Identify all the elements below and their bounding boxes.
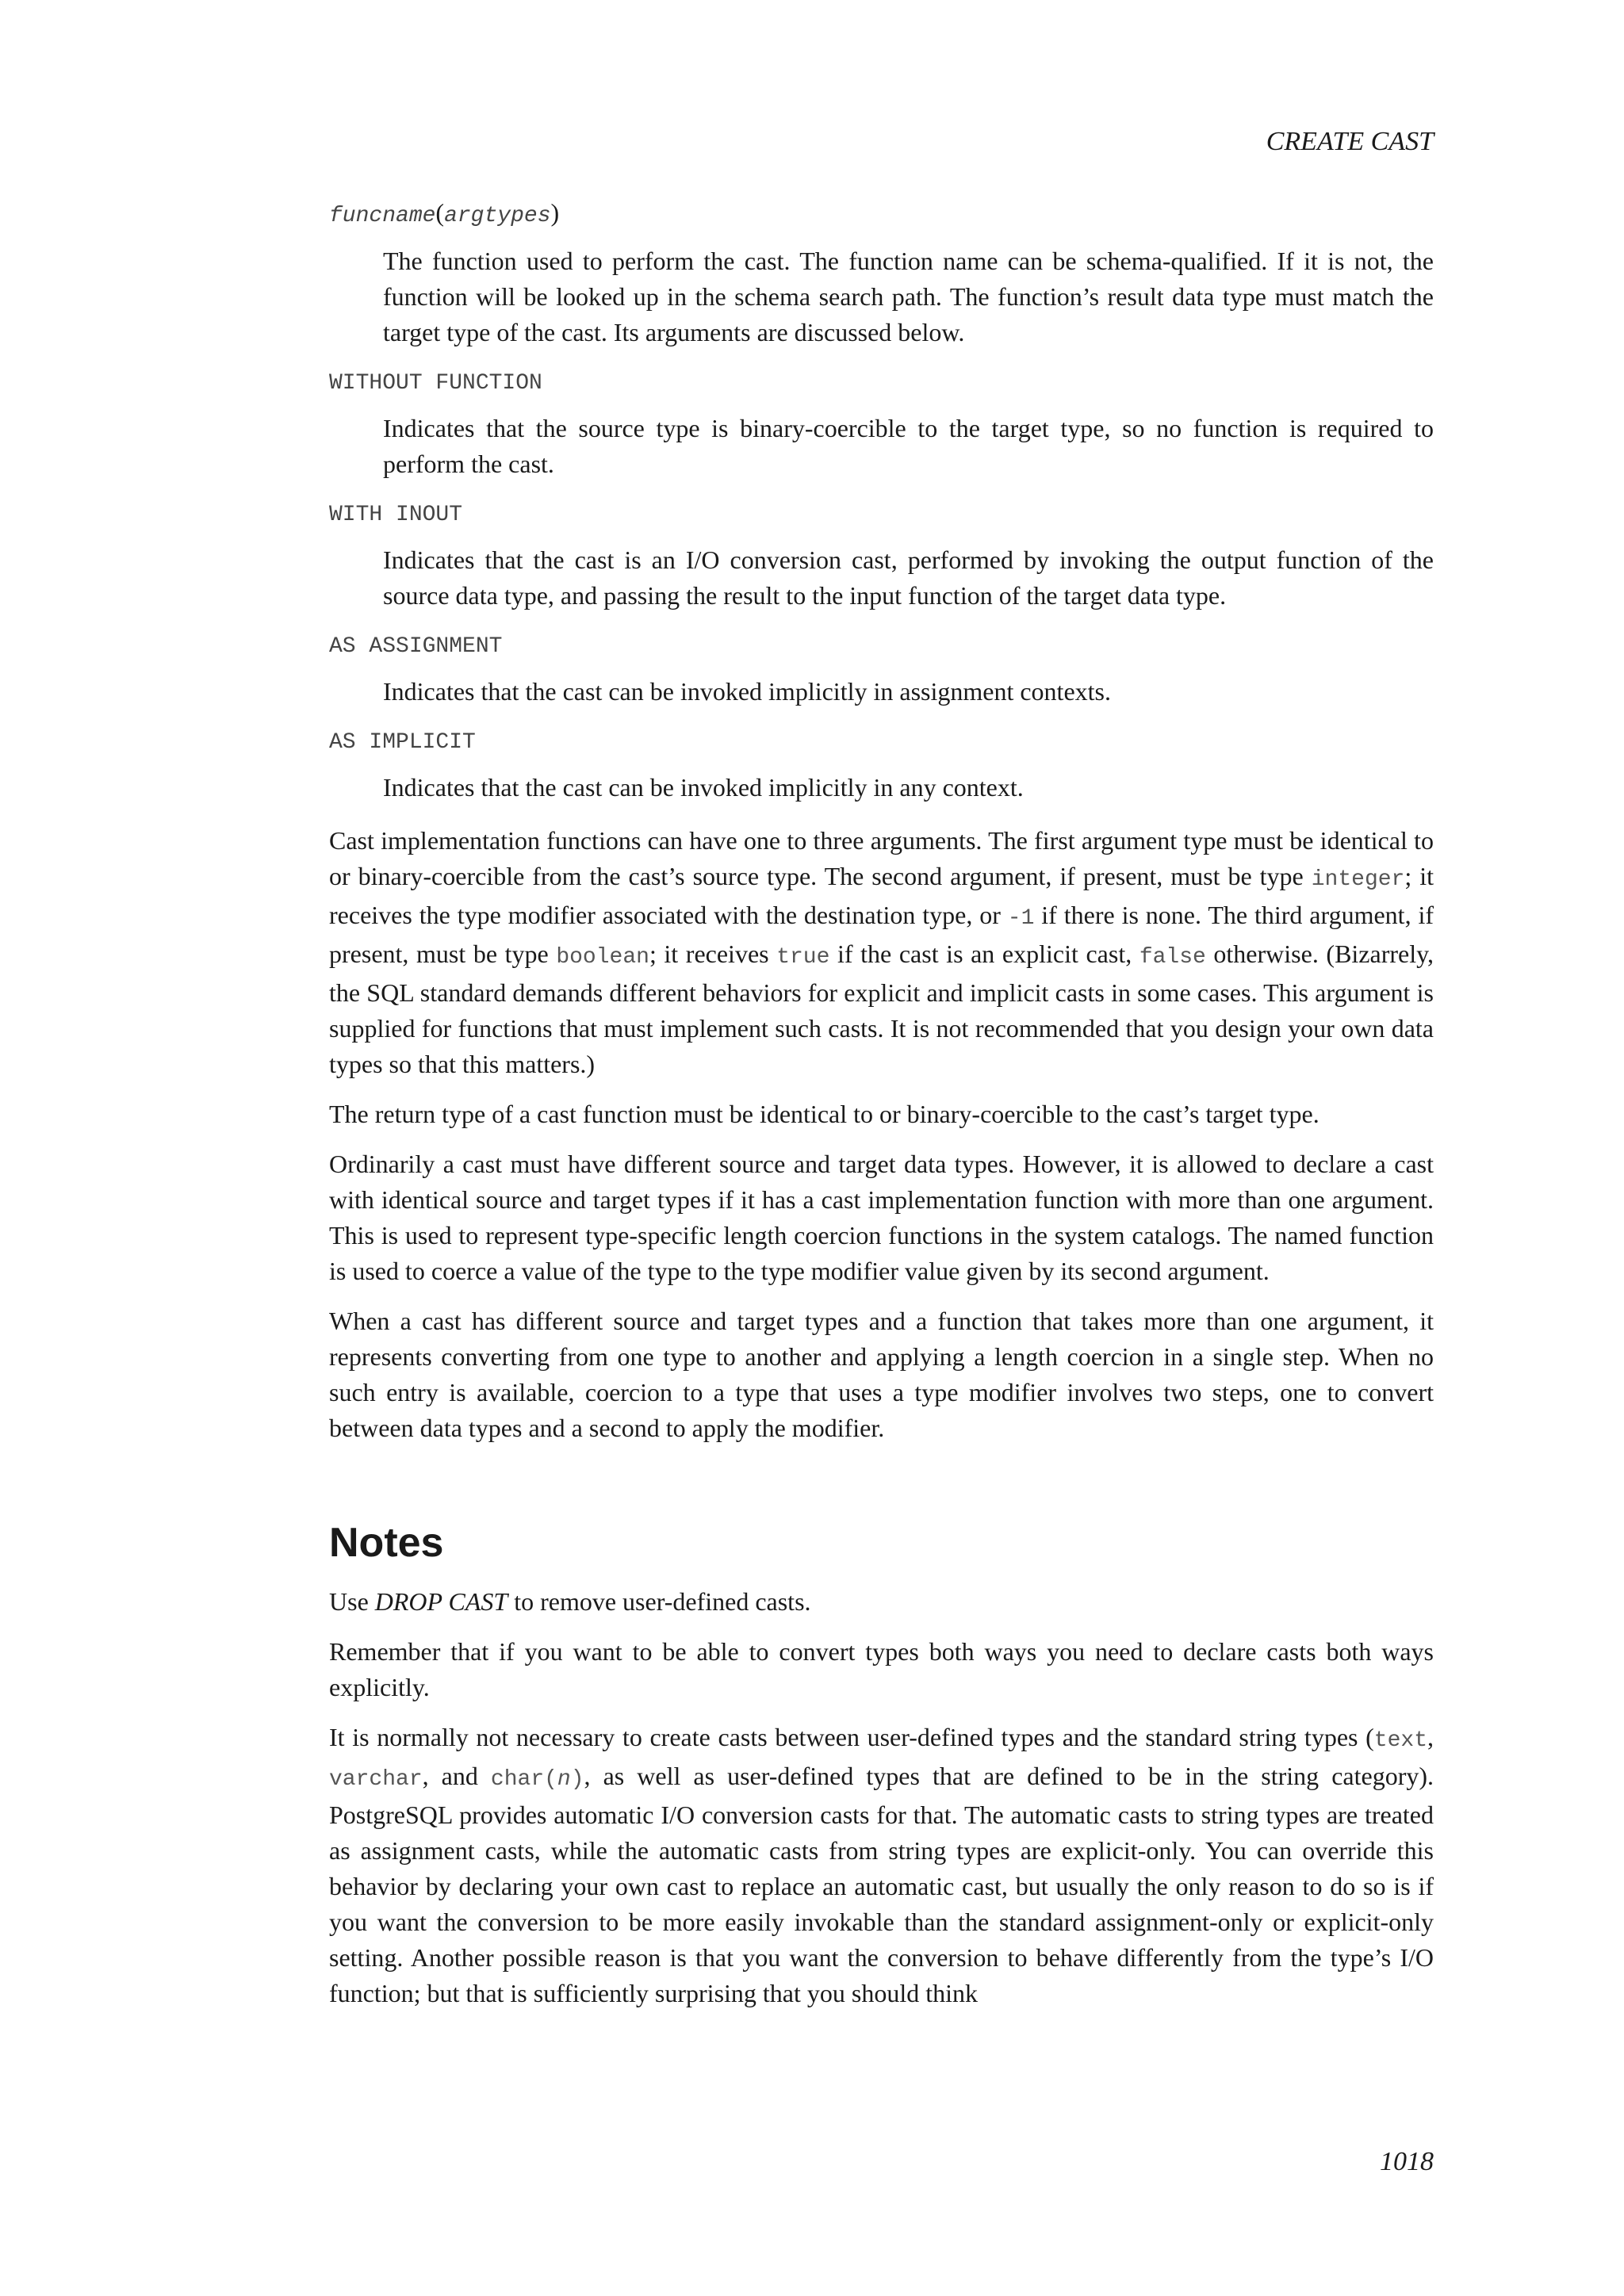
paragraph-return-type: The return type of a cast function must be identical to or binary-coercible to the cast’s target type. [329,1100,1320,1128]
notes-paragraph-string-types: It is normally not necessary to create casts between user-defined types and the standard string types (text, varchar, and char(n), as well as user-defined types that are defined to be in the string category). PostgreSQL provides automatic I/O conversion casts for that. The automatic casts to string types are treated as assignment casts, while the automatic casts from string types are explicit-only. You can override this behavior by declaring your own cast to replace an automatic cast, but usually the only reason to do so is if you want the conversion to be more easily invokable than the standard assignment-only or explicit-only setting. Another possible reason is that you want the conversion to behave differently from the type’s I/O function; but that is sufficiently surprising that you should think [329,1723,1434,2007]
paragraph-ordinarily: Ordinarily a cast must have different source and target data types. However, it is allowed to declare a cast with identical source and target types if it has a cast implementation function with more than one argument. This is used to represent type-specific length coercion functions in the system catalogs. The named function is used to coerce a value of the type to the type modifier value given by its second argument. [329,1150,1434,1285]
term-funcname-name: funcname [329,204,436,228]
term-without-function: WITHOUT FUNCTION [329,371,542,396]
def-as-implicit: Indicates that the cast can be invoked implicitly in any context. [383,773,1024,802]
notes-paragraph-drop-cast: Use DROP CAST to remove user-defined casts. [329,1587,811,1616]
paragraph-arguments: Cast implementation functions can have one to three arguments. The first argument type must be identical to or binary-coercible from the cast’s source type. The second argument, if present, must be type integer; it receives the type modifier associated with the destination type, or -1 if there is none. The third argument, if present, must be type boolean; it receives true if the cast is an explicit cast, false otherwise. (Bizarrely, the SQL standard demands different behaviors for explicit and implicit casts in some cases. This argument is supplied for functions that must implement such casts. It is not recommended that you design your own data types so that this matters.) [329,826,1434,1078]
term-funcname: funcname(argtypes) [329,198,560,228]
term-with-inout: WITH INOUT [329,503,463,527]
def-as-assignment: Indicates that the cast can be invoked implicitly in assignment contexts. [383,677,1111,706]
paragraph-length-coercion: When a cast has different source and target types and a function that takes more than one argument, it represents converting from one type to another and applying a length coercion in a single step. When no such entry is available, coercion to a type that uses a type modifier involves two steps, one to convert between data types and a second to apply the modifier. [329,1307,1434,1442]
running-header: CREATE CAST [1266,127,1434,156]
def-with-inout: Indicates that the cast is an I/O conversion cast, performed by invoking the output function of the source data type, and passing the result to the input function of the target data type. [383,545,1434,610]
page-number: 1018 [1380,2147,1434,2176]
term-as-assignment: AS ASSIGNMENT [329,634,503,659]
term-as-implicit: AS IMPLICIT [329,730,476,755]
main-content [329,197,1434,2026]
def-without-function: Indicates that the source type is binary-coercible to the target type, so no function is required to perform the cast. [383,414,1434,478]
drop-cast-link[interactable]: DROP CAST [374,1587,508,1616]
notes-paragraph-both-ways: Remember that if you want to be able to convert types both ways you need to declare casts both ways explicitly. [329,1637,1434,1701]
term-funcname-args: argtypes [444,204,551,228]
def-funcname: The function used to perform the cast. The function name can be schema-qualified. If it is not, the function will be looked up in the schema search path. The function’s result data type must match the target type of the cast. Its arguments are discussed below. [383,247,1434,346]
section-heading-notes: Notes [329,1520,444,1566]
